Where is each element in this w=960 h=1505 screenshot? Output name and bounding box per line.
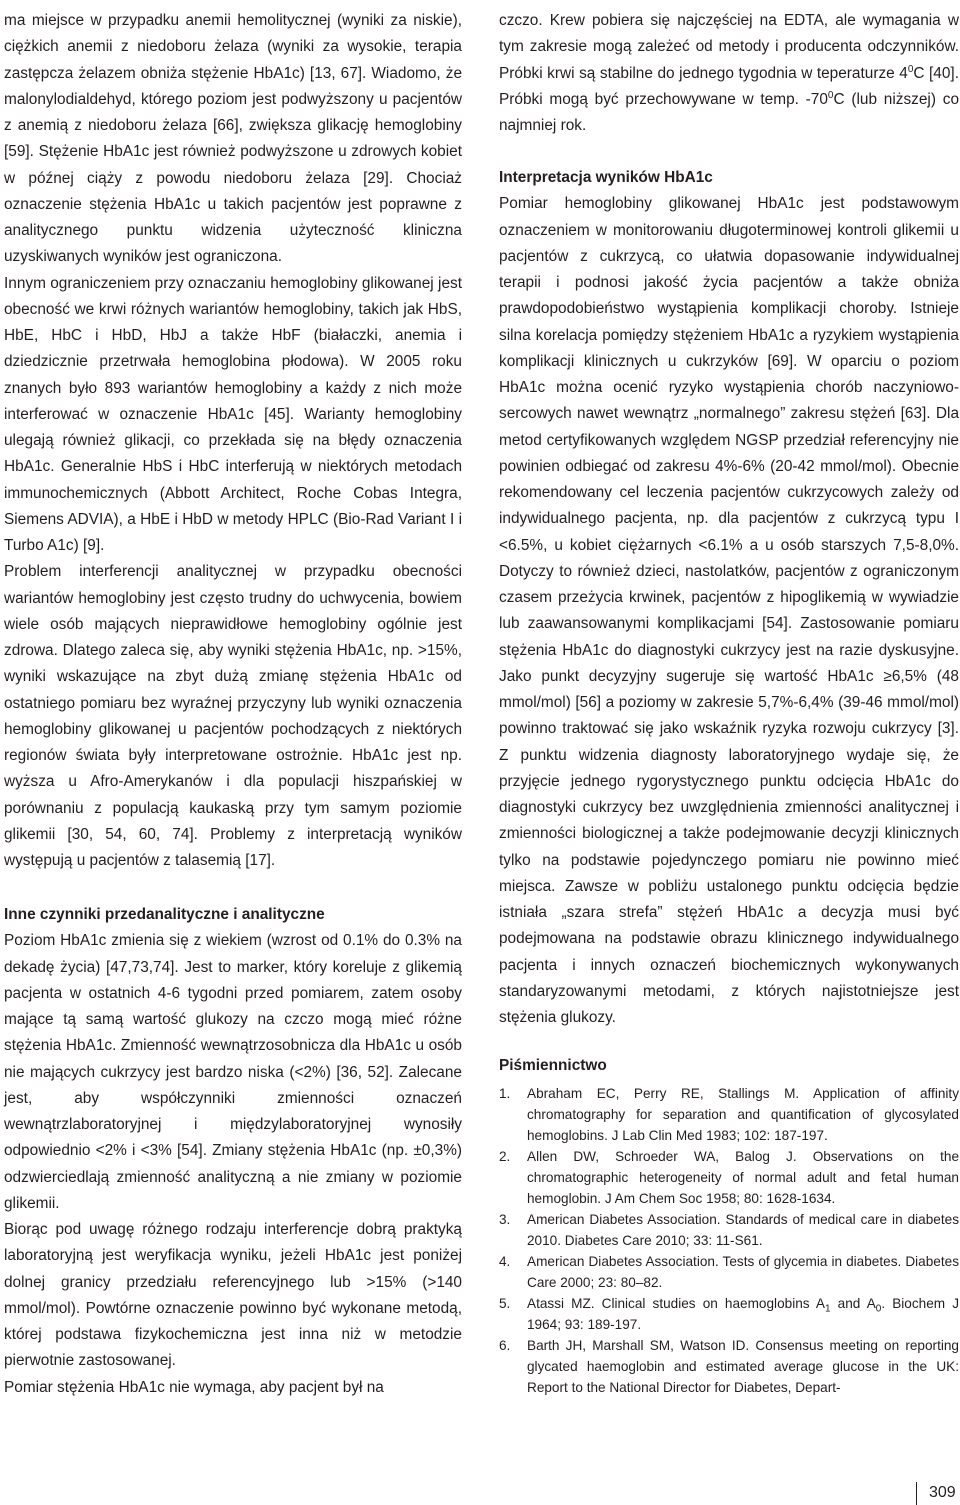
reference-item: 3. American Diabetes Association. Standards of medical care in diabetes 2010. Diabetes Care 2010; 33: 11-S61. — [499, 1212, 959, 1249]
paragraph-anemia: ma miejsce w przypadku anemii hemolitycznej (wyniki za niskie), ciężkich anemii z niedoboru żelaza (wyniki za wysokie, terapia zastępcza żelazem obniża stężenie HbA1c) [13, 67]. Wiadomo, że malonylodialdehyd, którego poziom jest podwyższony u pacjentów z anemią z niedoboru żelaza [66], zwiększa glikację hemoglobiny [59]. Stężenie HbA1c jest również podwyższone u zdrowych kobiet w późnej ciąży z powodu niedoboru żelaza [29]. Chociaż oznaczenie stężenia HbA1c u takich pacjentów jest poprawne z analitycznego punktu widzenia użyteczność kliniczna uzyskiwanych wyników jest ograniczona. — [4, 12, 462, 266]
section-heading-other-factors: Inne czynniki przedanalityczne i analityczne — [4, 906, 325, 924]
section-spacer — [499, 139, 959, 165]
references-heading: Piśmiennictwo — [499, 1057, 607, 1075]
reference-item: 2. Allen DW, Schroeder WA, Balog J. Observations on the chromatographic heterogeneity of normal adult and fetal human hemoglobin. J Am Chem Soc 1958; 80: 1628-1634. — [499, 1149, 959, 1207]
reference-item: 1. Abraham EC, Perry RE, Stallings M. Application of affinity chromatography for separation and quantification of glycosylated hemoglobins. J Lab Clin Med 1983; 102: 187-197. — [499, 1086, 959, 1144]
paragraph-age-variation: Poziom HbA1c zmienia się z wiekiem (wzrost od 0.1% do 0.3% na dekadę życia) [47,73,74]. Jest to marker, który koreluje z glikemią pacjenta w ostatnich 4-6 tygodni przed pomiarem, zatem osoby mające tą samą wartość glukozy na czczo mogą mieć różne stężenia HbA1c. Zmienność wewnątrzosobnicza dla HbA1c u osób nie mających cukrzycy jest bardzo niska (<2%) [36, 52]. Zalecane jest, aby współczynniki zmienności oznaczeń wewnątrzlaboratoryjnej i międzylaboratoryjnej wynosiły odpowiednio <2% i <3% [54]. Zmiany stężenia HbA1c (np. ±0,3%) odzwierciedlają zmienność analityczną a nie zmiany w poziomie glikemii. — [4, 932, 462, 1212]
paragraph-verification: Biorąc pod uwagę różnego rodzaju interferencje dobrą praktyką laboratoryjną jest weryfikacja wyniku, jeżeli HbA1c jest poniżej dolnej granicy przedziału referencyjnego lub >15% (>140 mmol/mol). Powtórne oznaczenie powinno być wykonane metodą, której podstawa fizykochemiczna jest inna niż w metodzie pierwotnie zastosowanej. — [4, 1221, 462, 1370]
references-list — [499, 1083, 959, 1398]
reference-item: 6. Barth JH, Marshall SM, Watson ID. Consensus meeting on reporting glycated haemoglobin and estimated average glucose in the UK: Report to the National Director for Diabetes, Depart- — [499, 1338, 959, 1396]
section-spacer — [4, 874, 462, 902]
section-spacer — [499, 1031, 959, 1053]
paragraph-hemoglobin-variants: Innym ograniczeniem przy oznaczaniu hemoglobiny glikowanej jest obecność we krwi różnych wariantów hemoglobiny, takich jak HbS, HbE, HbC i HbD, HbJ a także HbF (białaczki, anemia i dziedzicznie przetrwała hemoglobina płodowa). W 2005 roku znanych było 893 wariantów hemoglobiny a każdy z nich może interferować w oznaczenie HbA1c [45]. Warianty hemoglobiny ulegają również glikacji, co przekłada się na błędy oznaczenia HbA1c. Generalnie HbS i HbC interferują w niektórych metodach immunochemicznych (Abbott Architect, Roche Cobas Integra, Siemens ADVIA), a HbE i HbD w metody HPLC (Bio-Rad Variant I i Turbo A1c) [9]. — [4, 274, 462, 554]
section-heading-interpretation: Interpretacja wyników HbA1c — [499, 169, 713, 187]
paragraph-interference-problem: Problem interferencji analitycznej w przypadku obecności wariantów hemoglobiny jest często trudny do uchwycenia, bowiem wiele osób mających nieprawidłowe hemoglobiny ogólnie jest zdrowa. Dlatego zaleca się, aby wyniki stężenia HbA1c, np. >15%, wyniki wskazujące na zbyt dużą zmianę stężenia HbA1c od ostatniego pomiaru bez wyraźnej przyczyny lub wyniki oznaczenia hemoglobiny glikowanej u pacjentów pochodzących z niektórych regionów świata były interpretowane ostrożnie. HbA1c jest np. wyższa u Afro-Amerykanów i dla populacji hiszpańskiej w porównaniu z populacją kaukaską przy tym samym poziomie glikemii [30, 54, 60, 74]. Problemy z interpretacją wyników występują u pacjentów z talasemią [17]. — [4, 563, 462, 869]
paragraph-fasting: Pomiar stężenia HbA1c nie wymaga, aby pacjent był na — [4, 1378, 384, 1396]
reference-item: 5. Atassi MZ. Clinical studies on haemoglobins $A_1$ and $A_0$. Biochem J 1964; 93: 189-197. — [499, 1296, 959, 1333]
left-column — [4, 8, 462, 1401]
paragraph-sample-storage: czczo. Krew pobiera się najczęściej na EDTA, ale wymagania w tym zakresie mogą zależeć od metody i producenta odczynników. Próbki krwi są stabilne do jednego tygodnia w teperaturze $4^0C$ [40]. Próbki mogą być przechowywane w temp. $-70^0C$ (lub niższej) co najmniej rok. — [499, 12, 960, 134]
reference-item: 4. American Diabetes Association. Tests of glycemia in diabetes. Diabetes Care 2000; 23: 80–82. — [499, 1254, 959, 1291]
right-column — [499, 8, 959, 1398]
paragraph-interpretation: Pomiar hemoglobiny glikowanej HbA1c jest podstawowym oznaczeniem w monitorowaniu długoterminowej kontroli glikemii u pacjentów z cukrzycą, co ułatwia dopasowanie indywidualnej terapii i podnosi jakość życia pacjentów a także obniża prawdopodobieństwo wystąpienia komplikacji choroby. Istnieje silna korelacja pomiędzy stężeniem HbA1c a ryzykiem wystąpienia komplikacji klinicznych u cukrzyków [69]. W oparciu o poziom HbA1c można ocenić ryzyko wystąpienia chorób naczyniowo-sercowych nawet wewnątrz „normalnego” zakresu stężeń [63]. Dla metod certyfikowanych względem NGSP przedział referencyjny nie powinien odbiegać od zakresu 4%-6% (20-42 mmol/mol). Obecnie rekomendowany cel leczenia pacjentów cukrzycowych zależy od indywidualnego pacjenta, np. dla pacjentów z cukrzycą typu I <6.5%, u kobiet ciężarnych <6.1% a u osób starszych 7,5-8,0%. Dotyczy to również dzieci, nastolatków, pacjentów z ograniczonym czasem przeżycia krwinek, pacjentów z hipoglikemią w wywiadzie lub zaawansowanymi komplikacjami [54]. Zastosowanie pomiaru stężenia HbA1c do diagnostyki cukrzycy jest na razie dyskusyjne. Jako punkt decyzyjny sugeruje się wartość HbA1c ≥6,5% (48 mmol/mol) [56] a poziomy w zakresie 5,7%-6,4% (39-46 mmol/mol) powinno traktować się jako wskaźnik ryzyka rozwoju cukrzycy [3]. Z punktu widzenia diagnosty laboratoryjnego wydaje się, że przyjęcie jednego rygorystycznego punktu odcięcia HbA1c do diagnostyki cukrzycy bez uwzględnienia zmienności analitycznej i zmienności biologicznej a także podejmowanie decyzji klinicznych tylko na podstawie pojedynczego pomiaru nie powinno mieć miejsca. Zawsze w pobliżu ustalonego punktu odcięcia będzie istniała „szara strefa” stężeń HbA1c a decyzja musi być podejmowana na podstawie obrazu klinicznego indywidualnego pacjenta i innych oznaczeń biochemicznych wykonywanych standaryzowanymi metodami, z których najistotniejsze jest stężenia glukozy. — [499, 195, 959, 1026]
page-number-divider — [916, 1482, 917, 1505]
page-number: 309 — [929, 1484, 956, 1501]
